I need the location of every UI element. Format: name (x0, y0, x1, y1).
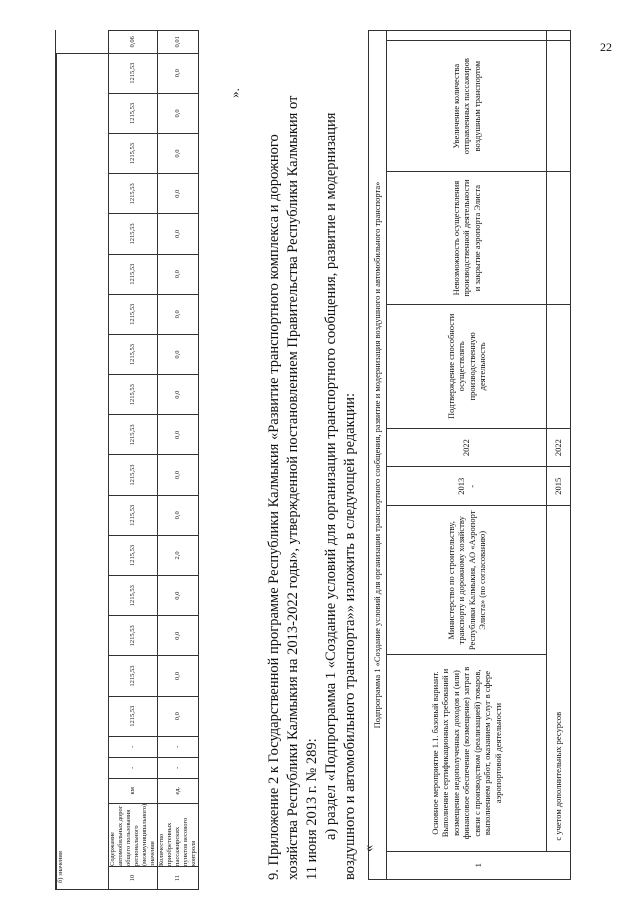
value-cell: 0,06 (109, 31, 158, 54)
value-cell: 1215,53 (109, 576, 158, 616)
value-cell: 2,0 (158, 535, 199, 575)
subprogram-header: Подпрограмма 1 «Создание условий для организации транспортного сообщения, развитие и модернизация воздушного и автомобильного транспорта» (369, 31, 387, 880)
row-unit: км (109, 778, 158, 803)
value-cell: 1215,53 (109, 53, 158, 93)
row-num: 10 (109, 867, 158, 890)
value-cell: 1215,53 (109, 214, 158, 254)
value-cell: 0,0 (158, 133, 199, 173)
value-cell: 0,0 (158, 696, 199, 736)
quote-open: « (361, 844, 377, 852)
extra-end: 2022 (547, 428, 571, 467)
empty-cell (387, 31, 547, 41)
value-cell: 0,0 (158, 656, 199, 696)
empty-cell (547, 304, 571, 428)
paragraph-9-line-1: 9. Приложение 2 к Государственной программе Республики Калмыкия «Развитие транспортного комплекса и дорожного (266, 134, 282, 880)
value-cell: 0,0 (158, 495, 199, 535)
result-cell: Подтверждение способности осуществлять производственную деятельность (387, 304, 547, 428)
bottom-table-wrap (368, 30, 570, 880)
row-c1: - (109, 757, 158, 778)
top-table (56, 30, 199, 890)
empty-cell (547, 41, 571, 172)
value-cell: 1215,53 (109, 455, 158, 495)
value-cell: 1215,53 (109, 334, 158, 374)
row-name: Количество приобретенных пассажирских пунктов весового контроля (158, 803, 199, 866)
consequence-cell: Невозможность осуществления производственной деятельности и закрытие аэропорта Элиста (387, 172, 547, 305)
value-cell: 1215,53 (109, 535, 158, 575)
value-cell: 0,0 (158, 214, 199, 254)
value-cell: 0,0 (158, 455, 199, 495)
value-cell: 0,0 (158, 415, 199, 455)
empty-cell (547, 172, 571, 305)
table-row (547, 31, 571, 880)
measure-cell: Основное мероприятие 1.1. базовый вариант. Выполнение сертификационных требований и возмещение недополученных доходов и (или) финансовое обеспечение (возмещение) затрат в связи с производством (реализацией) товаров, выполнением работ, оказанием услуг в сфере аэропортовой деятельности (387, 655, 547, 851)
value-cell: 0,0 (158, 174, 199, 214)
paragraph-9-line-2: хозяйства Республики Калмыкия на 2013-2022 годы», утвержденной постановлением Правительства Республики Калмыкия от (285, 95, 301, 880)
paragraph-a-line-2: воздушного и автомобильного транспорта»» изложить в следующей редакции: (342, 392, 358, 880)
value-cell: 1215,53 (109, 133, 158, 173)
value-cell: 1215,53 (109, 495, 158, 535)
top-table-wrap (55, 30, 197, 890)
row-name: Содержание автомобильных дорог общего пользования регионального (межмуниципального) значения (109, 803, 156, 866)
value-cell: 0,0 (158, 294, 199, 334)
table-row (387, 31, 547, 880)
top-table-header: б) значения (57, 53, 109, 889)
paragraph-a-line-1: а) раздел «Подпрограмма 1 «Создание условий для организации транспортного сообщения, развитие и модернизация (323, 112, 339, 840)
start-year: 2013 - (387, 467, 547, 506)
value-cell: 1215,53 (109, 415, 158, 455)
value-cell: 0,0 (158, 576, 199, 616)
closing-mark: ». (226, 88, 242, 98)
value-cell: 0,01 (158, 31, 199, 54)
extra-label: с учетом дополнительных ресурсов (547, 506, 571, 851)
row-c2: - (109, 736, 158, 757)
value-cell: 1215,53 (109, 93, 158, 133)
indicator-cell: Увеличение количества отправленных пассажиров воздушным транспортом (387, 41, 547, 172)
table-row (109, 31, 158, 890)
value-cell: 0,0 (158, 93, 199, 133)
value-cell: 1215,53 (109, 616, 158, 656)
row-c1: - (158, 757, 199, 778)
value-cell: 0,0 (158, 616, 199, 656)
executor-cell: Министерство по строительству, транспорту и дорожному хозяйству Республики Калмыкия, АО «Аэропорт Элиста» (по согласованию) (387, 506, 547, 655)
row-unit: ед. (158, 778, 199, 803)
bottom-table (368, 30, 571, 880)
paragraph-9-line-3: 11 июня 2013 г. № 289: (304, 738, 320, 880)
empty-cell (547, 31, 571, 41)
page-number: 22 (600, 40, 612, 54)
row-c2: - (158, 736, 199, 757)
body-text-block (265, 40, 375, 880)
row-num: 1 (387, 851, 571, 879)
value-cell: 1215,53 (109, 375, 158, 415)
value-cell: 1215,53 (109, 696, 158, 736)
value-cell: 0,0 (158, 334, 199, 374)
value-cell: 0,0 (158, 254, 199, 294)
value-cell: 1215,53 (109, 254, 158, 294)
value-cell: 1215,53 (109, 174, 158, 214)
end-year: 2022 (387, 428, 547, 467)
row-num: 11 (158, 867, 199, 890)
value-cell: 1215,53 (109, 294, 158, 334)
table-row (158, 31, 199, 890)
value-cell: 0,0 (158, 53, 199, 93)
value-cell: 1215,53 (109, 656, 158, 696)
value-cell: 0,0 (158, 375, 199, 415)
extra-start: 2015 (547, 467, 571, 506)
